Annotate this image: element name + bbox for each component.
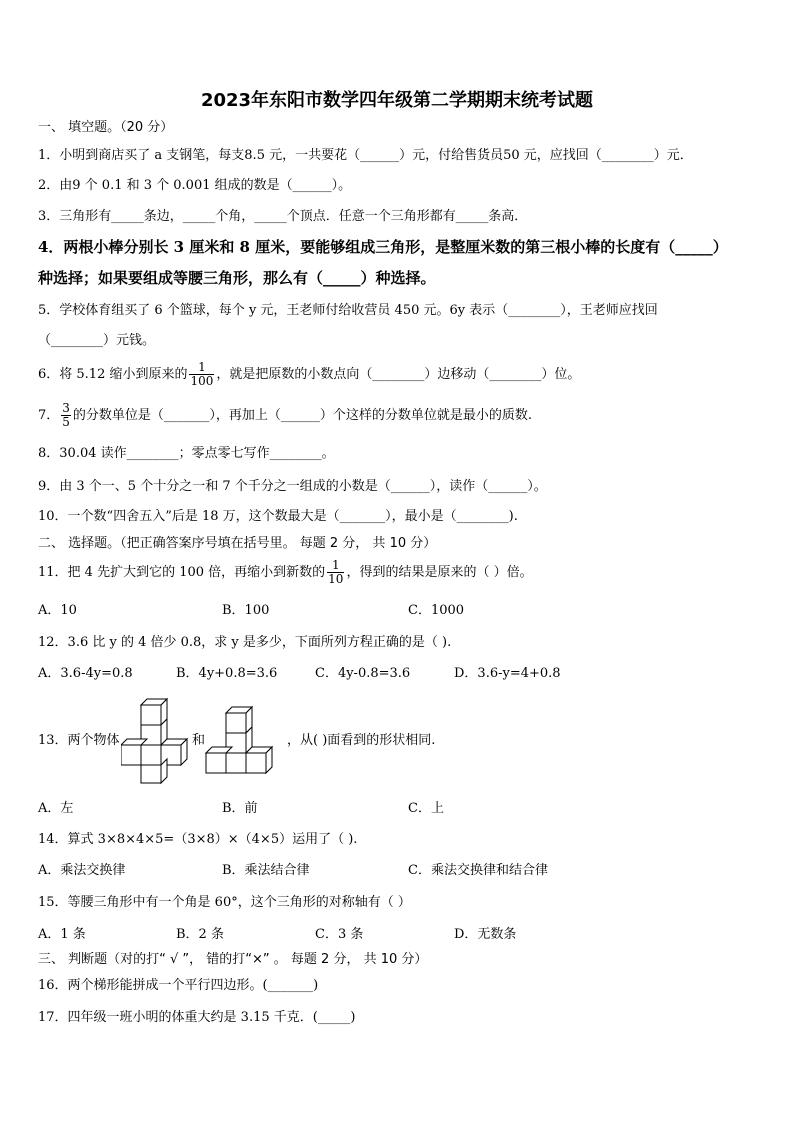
q12-option-d: D．3.6-y=4+0.8 — [454, 666, 561, 681]
question-4-line-1: 4．两根小棒分别长 3 厘米和 8 厘米，要能够组成三角形，是整厘米数的第三根小棒的长度有（_____） — [38, 238, 728, 256]
q15-option-b: B．2 条 — [176, 927, 224, 942]
section-heading-multiple-choice: 二、 选择题。（把正确答案序号填在括号里。 每题 2 分， 共 10 分） — [38, 536, 437, 551]
question-6-text-start: 6．将 5.12 缩小到原来的 — [38, 367, 188, 382]
q14-option-b: B．乘法结合律 — [222, 863, 310, 878]
question-6 — [38, 361, 580, 388]
question-10: 10．一个数“四舍五入”后是 18 万，这个数最大是（_______），最小是（________). — [38, 509, 518, 524]
fraction-three-fifths — [61, 402, 71, 429]
question-2: 2．由9 个 0.1 和 3 个 0.001 组成的数是（______）。 — [38, 178, 352, 193]
q12-option-c: C．4y-0.8=3.6 — [315, 666, 411, 681]
fraction-one-hundredth — [189, 361, 214, 388]
fraction-one-tenth — [327, 559, 344, 586]
fraction-numerator: 1 — [327, 559, 344, 573]
cube-object-b-figure — [204, 705, 286, 777]
question-11-text-start: 11．把 4 先扩大到它的 100 倍，再缩小到新数的 — [38, 565, 326, 580]
question-8: 8．30.04 读作________；零点零七写作________。 — [38, 446, 335, 461]
fraction-numerator: 1 — [189, 361, 214, 375]
question-16: 16．两个梯形能拼成一个平行四边形。(_______) — [38, 978, 319, 993]
question-7 — [38, 402, 532, 429]
question-11-text-end: ，得到的结果是原来的（ ）倍。 — [346, 565, 533, 580]
fraction-denominator: 100 — [190, 374, 214, 388]
q12-option-a: A．3.6-4y=0.8 — [38, 666, 133, 681]
question-11 — [38, 559, 533, 586]
question-15: 15．等腰三角形中有一个角是 60°，这个三角形的对称轴有（ ） — [38, 895, 411, 910]
question-7-number: 7． — [38, 408, 60, 423]
question-7-text: 的分数单位是（_______），再加上（______）个这样的分数单位就是最小的质数. — [72, 408, 533, 423]
q13-option-c: C．上 — [408, 801, 444, 816]
fraction-denominator: 10 — [328, 572, 344, 586]
question-3: 3．三角形有_____条边，_____个角，_____个顶点．任意一个三角形都有_____条高． — [38, 209, 528, 224]
question-1: 1．小明到商店买了 a 支钢笔，每支8.5 元，一共要花（______）元，付给售货员50 元，应找回（________）元． — [38, 148, 693, 163]
question-5-line-1: 5．学校体育组买了 6 个篮球，每个 y 元，王老师付给收营员 450 元。6y 表示（________），王老师应找回 — [38, 303, 658, 318]
q15-option-a: A．1 条 — [38, 927, 86, 942]
q13-option-a: A．左 — [38, 801, 74, 816]
q14-option-a: A．乘法交换律 — [38, 863, 126, 878]
q13-option-b: B．前 — [222, 801, 258, 816]
fraction-numerator: 3 — [62, 401, 70, 415]
question-4-line-2: 种选择；如果要组成等腰三角形，那么有（_____）种选择。 — [38, 269, 436, 287]
section-heading-true-false: 三、 判断题（对的打“ √ ”， 错的打“×” 。 每题 2 分， 共 10 分） — [38, 952, 428, 967]
q15-option-d: D．无数条 — [454, 927, 517, 942]
q11-option-c: C．1000 — [408, 603, 465, 618]
q15-option-c: C．3 条 — [315, 927, 364, 942]
question-12: 12．3.6 比 y 的 4 倍少 0.8，求 y 是多少，下面所列方程正确的是（ ). — [38, 635, 452, 650]
q12-option-b: B．4y+0.8=3.6 — [176, 666, 278, 681]
q11-option-b: B．100 — [222, 603, 270, 618]
q14-option-c: C．乘法交换律和结合律 — [408, 863, 548, 878]
q11-option-a: A．10 — [38, 603, 77, 618]
question-13-text-end: ，从( )面看到的形状相同. — [287, 733, 436, 748]
question-6-text-end: ，就是把原数的小数点向（________）边移动（________）位。 — [216, 367, 581, 382]
page-title: 2023年东阳市数学四年级第二学期期末统考试题 — [200, 90, 594, 111]
fraction-denominator: 5 — [62, 415, 70, 429]
section-heading-fill-in: 一、 填空题。（20 分） — [38, 120, 174, 135]
question-9: 9．由 3 个一、5 个十分之一和 7 个千分之一组成的小数是（______），读作（______）。 — [38, 479, 547, 494]
question-13-text-start: 13．两个物体 — [38, 733, 120, 748]
question-13-conjunction: 和 — [192, 733, 206, 748]
question-5-line-2: （________）元钱。 — [38, 333, 156, 348]
cube-object-a-figure — [121, 697, 193, 785]
question-17: 17．四年级一班小明的体重大约是 3.15 千克．(_____) — [38, 1010, 356, 1025]
question-14: 14．算式 3×8×4×5=（3×8）×（4×5）运用了（ ). — [38, 832, 358, 847]
